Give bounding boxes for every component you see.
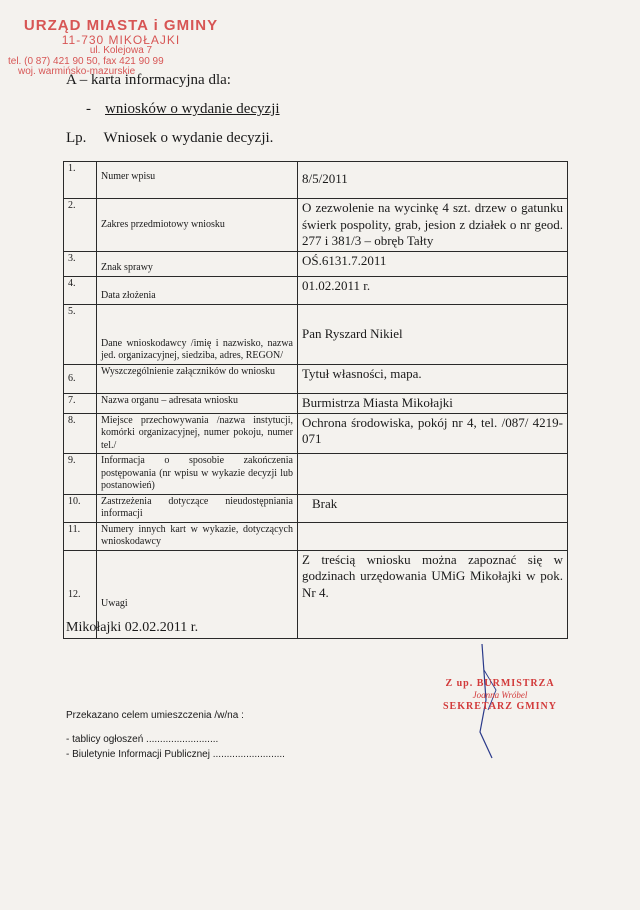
table-row — [64, 522, 568, 550]
row-label: Wyszczególnienie załączników do wniosku — [97, 364, 298, 393]
table-row — [64, 276, 568, 304]
row-label-text: Znak sprawy — [101, 262, 153, 274]
place-date: Mikołajki 02.02.2011 r. — [66, 620, 199, 635]
info-table — [63, 161, 568, 639]
lp-text: Wniosek o wydanie decyzji. — [103, 130, 274, 146]
table-row — [64, 251, 568, 276]
row-value — [298, 494, 568, 522]
row-value: 01.02.2011 r. — [298, 276, 568, 304]
row-label: Miejsce przechowywania /nazwa instytucji, komórki organizacyjnej, numer pokoju, numer tel./ — [97, 413, 298, 454]
row-number: 11. — [64, 522, 97, 550]
row-value: Ochrona środowiska, pokój nr 4, tel. /087/ 4219-071 — [298, 413, 568, 454]
stamp-line-2: 11-730 MIKOŁAJKI — [61, 32, 181, 47]
signature-stamp-line-1: Z up. BURMISTRZA — [445, 678, 555, 689]
table-row — [64, 162, 568, 199]
passed-to-label: Przekazano celem umieszczenia /w/na : — [66, 710, 244, 721]
card-type — [86, 101, 280, 118]
row-number: 3. — [64, 251, 97, 276]
row-label — [97, 276, 298, 304]
table-row — [64, 413, 568, 454]
row-label-text: Uwagi — [101, 597, 128, 609]
office-stamp — [6, 18, 236, 78]
table-row — [64, 454, 568, 495]
row-number: 1. — [64, 162, 97, 199]
row-value — [298, 162, 568, 199]
row-label: Numery innych kart w wykazie, dotyczących wnioskodawcy — [97, 522, 298, 550]
stamp-line-3: ul. Kolejowa 7 — [89, 45, 153, 57]
row-number: 4. — [64, 276, 97, 304]
table-row — [64, 304, 568, 364]
list-dash: - — [86, 101, 91, 117]
signature-stamp-line-2: Joanna Wróbel — [472, 690, 528, 700]
list-item: - tablicy ogłoszeń .......................... — [66, 734, 219, 745]
lp-line — [66, 130, 273, 147]
card-type-text: wniosków o wydanie decyzji — [105, 101, 280, 117]
row-number: 6. — [64, 364, 97, 393]
table-row — [64, 494, 568, 522]
row-label: Informacja o sposobie zakończenia postępowania (nr wpisu w wykazie decyzji lub postanowień) — [97, 454, 298, 495]
row-number: 8. — [64, 413, 97, 454]
row-label-text: Numer wpisu — [101, 171, 156, 182]
row-value-text: 8/5/2011 — [302, 171, 348, 186]
table-row — [64, 364, 568, 393]
row-number: 5. — [64, 304, 97, 364]
row-value — [298, 304, 568, 364]
row-label: Nazwa organu – adresata wniosku — [97, 393, 298, 413]
row-label: Zastrzeżenia dotyczące nieudostępniania informacji — [97, 494, 298, 522]
row-label — [97, 162, 298, 199]
row-label — [97, 251, 298, 276]
lp-label: Lp. — [66, 130, 87, 146]
row-label-text: Data złożenia — [101, 290, 156, 302]
table-row — [64, 199, 568, 252]
row-number-text: 12. — [68, 588, 81, 600]
row-value: Burmistrza Miasta Mikołajki — [298, 393, 568, 413]
passed-to-list — [66, 732, 285, 762]
row-value: O zezwolenie na wycinkę 4 szt. drzew o gatunku świerk pospolity, grab, jesion z działek o nr geod. 277 i 381/3 – obręb Tałty — [298, 199, 568, 252]
row-number: 10. — [64, 494, 97, 522]
row-label-text: Zakres przedmiotowy wniosku — [101, 218, 225, 230]
row-label-text: Dane wnioskodawcy /imię i nazwisko, nazwa jed. organizacyjnej, siedziba, adres, REGON/ — [101, 337, 293, 362]
row-label — [97, 304, 298, 364]
stamp-line-4: tel. (0 87) 421 90 50, fax 421 90 99 — [8, 55, 164, 67]
row-number: 7. — [64, 393, 97, 413]
table-row — [64, 393, 568, 413]
row-value-text: Brak — [312, 495, 338, 511]
row-value-text: Pan Ryszard Nikiel — [302, 326, 403, 342]
row-label — [97, 199, 298, 252]
row-value — [298, 454, 568, 495]
row-value: Tytuł własności, mapa. — [298, 364, 568, 393]
stamp-line-5: woj. warmińsko-mazurskie — [18, 66, 136, 78]
signature-stamp — [420, 678, 580, 713]
stamp-line-1: URZĄD MIASTA i GMINY — [23, 17, 219, 34]
row-value — [298, 522, 568, 550]
list-item: - Biuletynie Informacji Publicznej .......................... — [66, 749, 285, 760]
row-number: 9. — [64, 454, 97, 495]
signature-stamp-line-3: SEKRETARZ GMINY — [443, 700, 557, 712]
document-heading: A – karta informacyjna dla: — [66, 72, 231, 88]
row-number: 2. — [64, 199, 97, 252]
row-value: Z treścią wniosku można zapoznać się w godzinach urzędowania UMiG Mikołajki w pok. Nr 4. — [298, 550, 568, 638]
row-value: OŚ.6131.7.2011 — [298, 251, 568, 276]
